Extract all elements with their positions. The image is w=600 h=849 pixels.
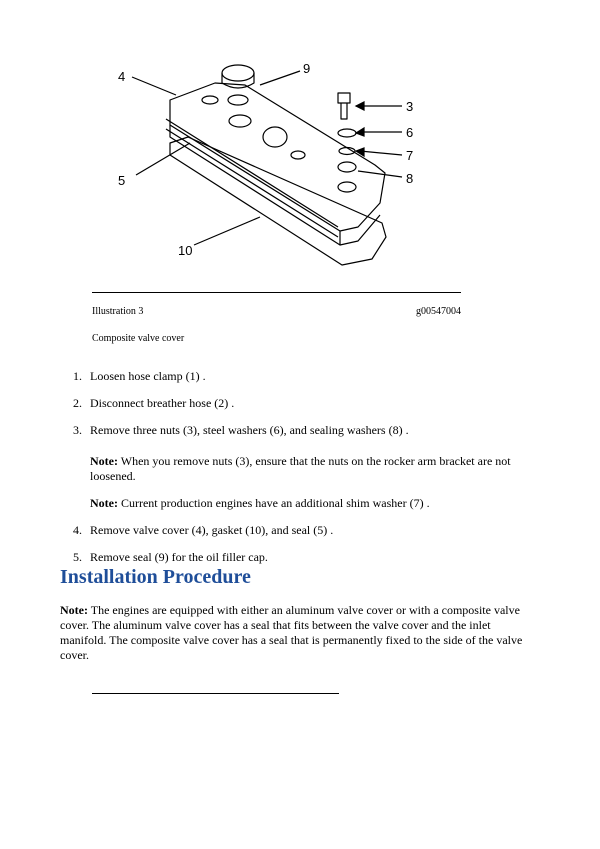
callout-4: 4 (118, 69, 126, 84)
callout-7: 7 (406, 148, 414, 163)
callout-5: 5 (118, 173, 126, 188)
callout-8: 8 (406, 171, 414, 186)
callout-3: 3 (406, 99, 414, 114)
step-item: 5. Remove seal (9) for the oil filler cap. (73, 550, 268, 564)
callout-6: 6 (406, 125, 414, 140)
valve-cover-drawing (110, 55, 420, 270)
step-text: Disconnect breather hose (2) . (90, 396, 235, 410)
step-text: Remove seal (9) for the oil filler cap. (90, 550, 268, 564)
gasket-outline (170, 137, 386, 265)
step-note: Note: When you remove nuts (3), ensure that the nuts on the rocker arm bracket are not loosened. (90, 454, 511, 483)
step-text: Remove valve cover (4), gasket (10), and seal (5) . (90, 523, 334, 537)
section-heading: Installation Procedure (60, 566, 251, 588)
callout-9: 9 (303, 61, 311, 76)
step-item: 1. Loosen hose clamp (1) . (73, 369, 206, 383)
step-item: 2. Disconnect breather hose (2) . (73, 396, 235, 410)
step-text: Loosen hose clamp (1) . (90, 369, 206, 383)
step-item: 4. Remove valve cover (4), gasket (10), and seal (5) . (73, 523, 334, 537)
step-note: Note: Current production engines have an additional shim washer (7) . (90, 496, 430, 510)
illustration-number: Illustration 3 (92, 306, 144, 317)
valve-cover-illustration (110, 55, 420, 270)
caption-divider (92, 292, 461, 293)
removal-steps (73, 369, 543, 577)
illustration-code: g00547004 (416, 306, 461, 317)
section-divider (92, 693, 339, 694)
step-text: Remove three nuts (3), steel washers (6), and sealing washers (8) . (90, 423, 409, 437)
installation-note: Note: The engines are equipped with either an aluminum valve cover or with a composite valve cover. The aluminum valve cover has a seal that fits between the valve cover and the inlet manifold. The composite valve cover has a seal that is permanently fixed to the side of the valve cover. (60, 603, 523, 662)
illustration-title: Composite valve cover (92, 333, 185, 344)
step-item: 3. Remove three nuts (3), steel washers (6), and sealing washers (8) . Note: When you remove nuts (3), ensure that the nuts on the rocker arm bracket are not loosened. Note: Current production engines have an additional shim washer (7) . (73, 423, 543, 511)
seal-strip (166, 119, 338, 237)
callout-10: 10 (178, 243, 193, 258)
